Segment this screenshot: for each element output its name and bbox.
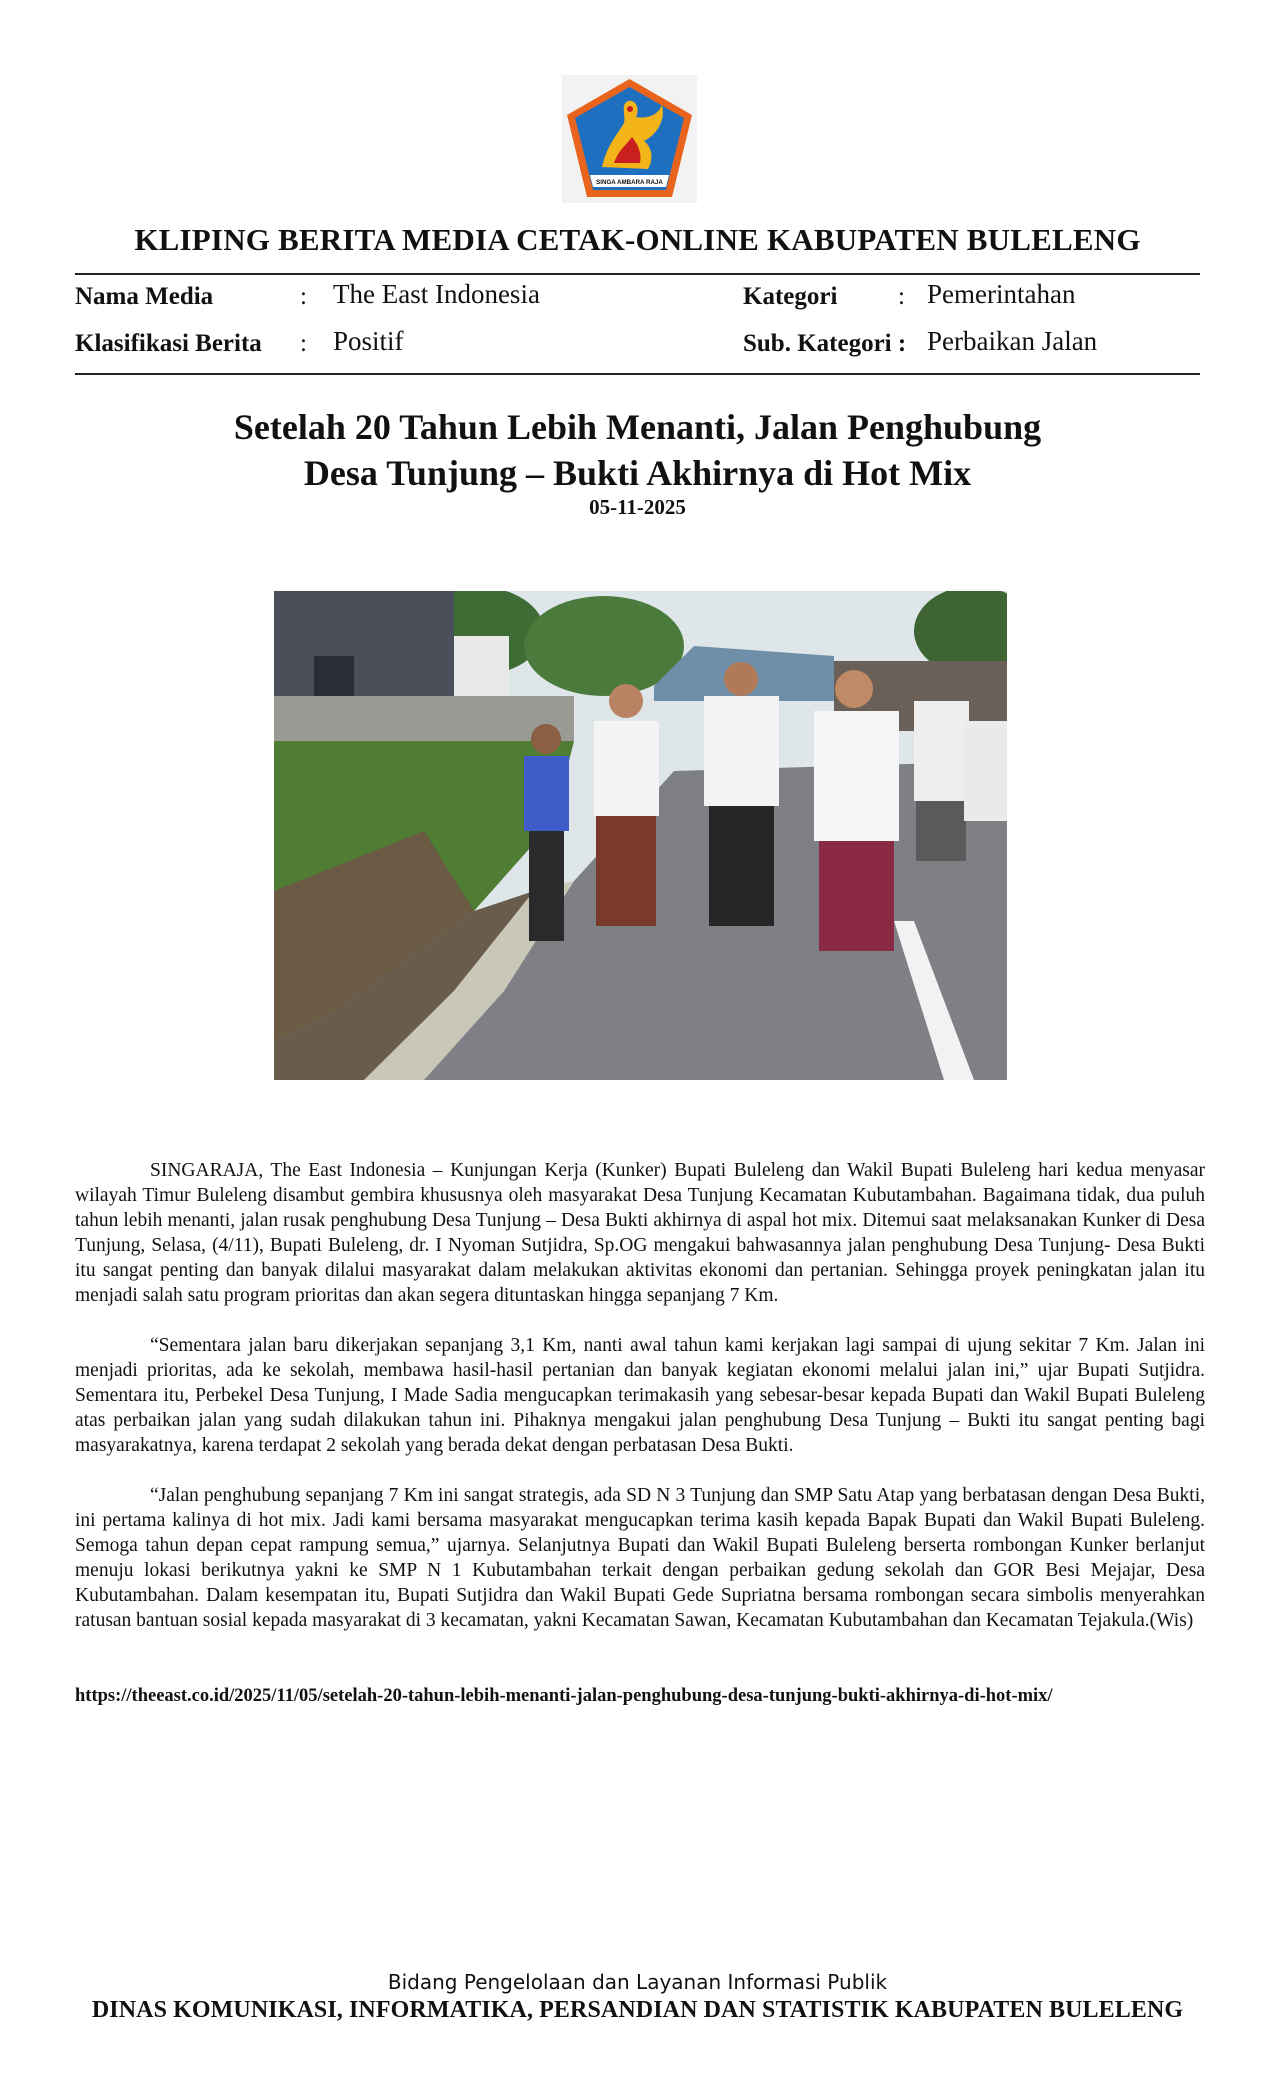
kategori-colon: : (898, 283, 905, 310)
footer-department: Bidang Pengelolaan dan Layanan Informasi Publik (387, 1970, 888, 1994)
officials-inspecting-road-photo-icon (274, 591, 1007, 1080)
footer-agency: DINAS KOMUNIKASI, INFORMATIKA, PERSANDIAN DAN STATISTIK KABUPATEN BULELENG (91, 1997, 1184, 2023)
klasifikasi-berita-colon: : (300, 330, 307, 357)
article-title-line-2: Desa Tunjung – Bukti Akhirnya di Hot Mix (303, 453, 972, 493)
klasifikasi-berita-value: Positif (333, 326, 404, 356)
article-title-line-1: Setelah 20 Tahun Lebih Menanti, Jalan Penghubung (233, 407, 1042, 447)
buleleng-emblem-icon (562, 75, 697, 203)
sub-kategori-value: Perbaikan Jalan (927, 326, 1098, 356)
document-header-title: KLIPING BERITA MEDIA CETAK-ONLINE KABUPATEN BULELENG (134, 222, 1141, 257)
klasifikasi-berita-label: Klasifikasi Berita (75, 330, 262, 357)
nama-media-label: Nama Media (75, 283, 214, 310)
article-date: 05-11-2025 (589, 495, 686, 519)
nama-media-colon: : (300, 283, 307, 310)
svg-text:SINGA AMBARA RAJA: SINGA AMBARA RAJA (596, 179, 663, 186)
header-bottom-rule (75, 373, 1200, 375)
nama-media-value: The East Indonesia (333, 279, 540, 309)
article-title (175, 404, 1100, 496)
article-paragraph-1: SINGARAJA, The East Indonesia – Kunjungan Kerja (Kunker) Bupati Buleleng dan Wakil Bupati Buleleng hari kedua menyasar wilayah Timur Buleleng disambut gembira khususnya oleh masyarakat Desa Tunjung Kecamatan Kubutambahan. Bagaimana tidak, dua puluh tahun lebih menanti, jalan rusak penghubung Desa Tunjung – Desa Bukti akhirnya di aspal hot mix. Ditemui saat melaksanakan Kunker di Desa Tunjung, Selasa, (4/11), Bupati Buleleng, dr. I Nyoman Sutjidra, Sp.OG mengakui bahwasannya jalan penghubung Desa Tunjung- Desa Bukti itu sangat penting dan banyak dilalui masyarakat dalam melakukan aktivitas ekonomi dan pertanian. Sehingga proyek peningkatan jalan itu menjadi salah satu program prioritas dan akan segera dituntaskan hingga sepanjang 7 Km. (75, 1160, 1205, 1306)
article-photo (274, 591, 1007, 1080)
source-url-link[interactable]: https://theeast.co.id/2025/11/05/setelah-20-tahun-lebih-menanti-jalan-penghubung-desa-tunjung-bukti-akhirnya-di-hot-mix/ (75, 1686, 1053, 1706)
article-paragraph-2: “Sementara jalan baru dikerjakan sepanjang 3,1 Km, nanti awal tahun kami kerjakan lagi sampai di ujung sekitar 7 Km. Jalan ini menjadi prioritas, ada ke sekolah, membawa hasil-hasil pertanian dan banyak kegiatan ekonomi melalui jalan ini,” ujar Bupati Sutjidra. Sementara itu, Perbekel Desa Tunjung, I Made Sadia mengucapkan terimakasih yang sebesar-besar kepada Bupati dan Wakil Bupati Buleleng atas perbaikan jalan yang sudah dilakukan tahun ini. Pihaknya mengakui jalan penghubung Desa Tunjung – Bukti itu sangat penting bagi masyarakatnya, karena terdapat 2 sekolah yang berada dekat dengan perbatasan Desa Bukti. (75, 1335, 1205, 1456)
article-paragraph-3: “Jalan penghubung sepanjang 7 Km ini sangat strategis, ada SD N 3 Tunjung dan SMP Satu Atap yang berbatasan dengan Desa Bukti, ini pertama kalinya di hot mix. Jadi kami bersama masyarakat mengucapkan terima kasih kepada Bapak Bupati dan Wakil Bupati Buleleng. Semoga tahun depan cepat rampung semua,” ujarnya. Selanjutnya Bupati dan Wakil Bupati Buleleng berserta rombongan Kunker berlanjut menuju lokasi berikutnya yakni ke SMP N 1 Kubutambahan terkait dengan perbaikan gedung sekolah dan GOR Besi Mejajar, Desa Kubutambahan. Dalam kesempatan itu, Bupati Sutjidra dan Wakil Bupati Gede Supriatna bersama rombongan secara simbolis menyerahkan ratusan bantuan sosial kepada masyarakat di 3 kecamatan, yakni Kecamatan Sawan, Kecamatan Kubutambahan dan Kecamatan Tejakula.(Wis) (75, 1485, 1205, 1631)
sub-kategori-label: Sub. Kategori : (743, 330, 907, 357)
header-top-rule (75, 273, 1200, 275)
kategori-value: Pemerintahan (927, 279, 1076, 309)
kategori-label: Kategori (743, 283, 838, 310)
article-body (75, 1158, 1205, 1658)
